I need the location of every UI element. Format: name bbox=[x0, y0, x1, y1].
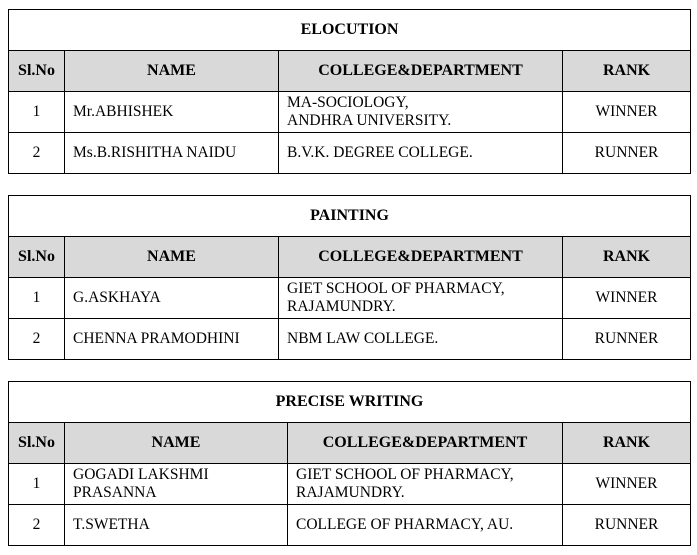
slno-cell: 2 bbox=[9, 319, 65, 360]
elocution-table bbox=[8, 9, 691, 174]
college-text: B.V.K. DEGREE COLLEGE. bbox=[287, 144, 473, 161]
college-cell bbox=[279, 133, 563, 174]
rank-cell: RUNNER bbox=[563, 133, 691, 174]
header-college: COLLEGE&DEPARTMENT bbox=[279, 237, 563, 278]
name-cell: CHENNA PRAMODHINI bbox=[65, 319, 279, 360]
header-college: COLLEGE&DEPARTMENT bbox=[279, 51, 563, 92]
header-name: NAME bbox=[65, 423, 288, 464]
header-name: NAME bbox=[65, 51, 279, 92]
table-row bbox=[9, 505, 691, 546]
college-text: COLLEGE OF PHARMACY, AU. bbox=[296, 516, 514, 533]
table-title: PAINTING bbox=[9, 196, 691, 237]
slno-cell: 2 bbox=[9, 133, 65, 174]
header-slno: Sl.No bbox=[9, 237, 65, 278]
table-row bbox=[9, 464, 691, 505]
college-cell bbox=[279, 319, 563, 360]
header-college: COLLEGE&DEPARTMENT bbox=[288, 423, 563, 464]
table-row bbox=[9, 319, 691, 360]
table-title: PRECISE WRITING bbox=[9, 382, 691, 423]
table-row bbox=[9, 133, 691, 174]
header-name: NAME bbox=[65, 237, 279, 278]
precise-writing-table bbox=[8, 381, 691, 546]
college-cell bbox=[288, 464, 563, 505]
header-rank: RANK bbox=[563, 51, 691, 92]
college-text: MA-SOCIOLOGY, ANDHRA UNIVERSITY. bbox=[287, 94, 452, 129]
rank-cell: RUNNER bbox=[563, 505, 691, 546]
slno-cell: 1 bbox=[9, 464, 65, 505]
rank-cell: WINNER bbox=[563, 464, 691, 505]
college-text: GIET SCHOOL OF PHARMACY, RAJAMUNDRY. bbox=[287, 280, 505, 315]
college-cell bbox=[279, 278, 563, 319]
name-cell: Mr.ABHISHEK bbox=[65, 92, 279, 133]
name-cell bbox=[65, 464, 288, 505]
rank-cell: WINNER bbox=[563, 278, 691, 319]
slno-cell: 1 bbox=[9, 278, 65, 319]
name-cell: T.SWETHA bbox=[65, 505, 288, 546]
slno-cell: 1 bbox=[9, 92, 65, 133]
college-text: GIET SCHOOL OF PHARMACY, RAJAMUNDRY. bbox=[296, 466, 514, 501]
table-row bbox=[9, 92, 691, 133]
header-rank: RANK bbox=[563, 237, 691, 278]
slno-cell: 2 bbox=[9, 505, 65, 546]
name-text: GOGADI LAKSHMI PRASANNA bbox=[73, 466, 209, 501]
name-cell: G.ASKHAYA bbox=[65, 278, 279, 319]
name-cell: Ms.B.RISHITHA NAIDU bbox=[65, 133, 279, 174]
header-rank: RANK bbox=[563, 423, 691, 464]
header-slno: Sl.No bbox=[9, 51, 65, 92]
college-text: NBM LAW COLLEGE. bbox=[287, 330, 439, 347]
table-title: ELOCUTION bbox=[9, 10, 691, 51]
college-cell bbox=[288, 505, 563, 546]
rank-cell: RUNNER bbox=[563, 319, 691, 360]
table-row bbox=[9, 278, 691, 319]
painting-table bbox=[8, 195, 691, 360]
college-cell bbox=[279, 92, 563, 133]
header-slno: Sl.No bbox=[9, 423, 65, 464]
rank-cell: WINNER bbox=[563, 92, 691, 133]
